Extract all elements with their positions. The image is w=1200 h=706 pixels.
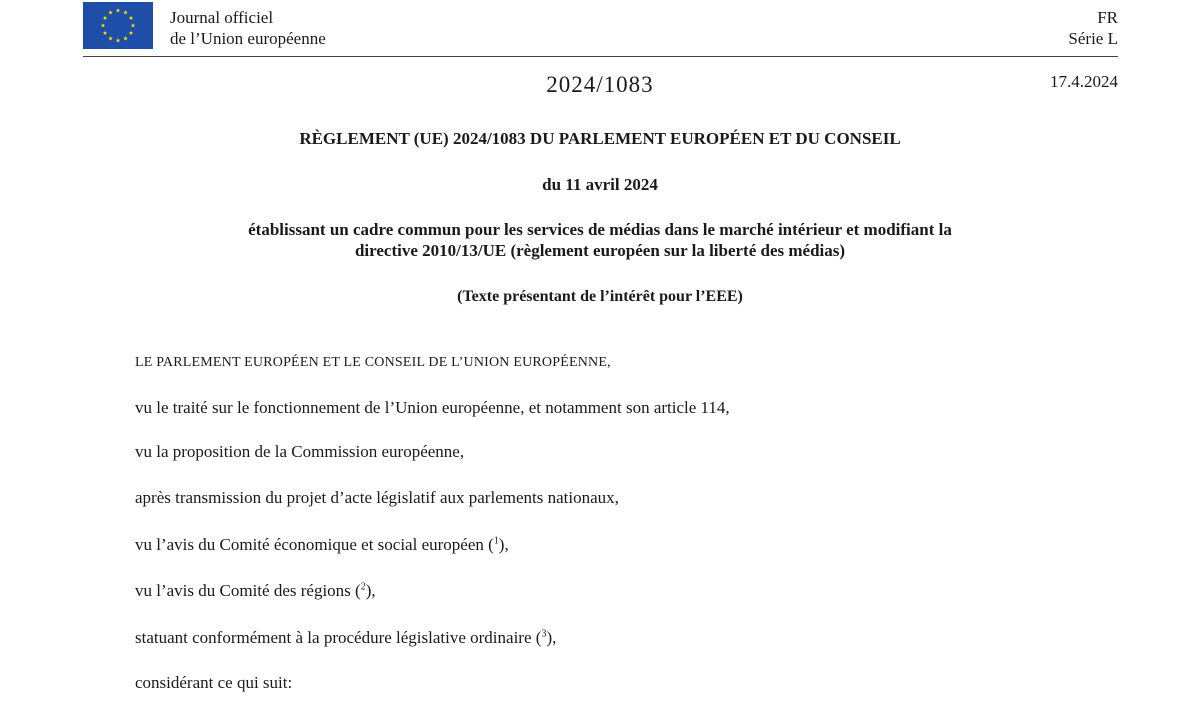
series-label: Série L	[1068, 29, 1118, 48]
citation-eesc-text: vu l’avis du Comité économique et social européen	[135, 535, 484, 554]
preamble-heading: LE PARLEMENT EUROPÉEN ET LE CONSEIL DE L’UNION EUROPÉENNE,	[135, 355, 611, 370]
subject-line2: directive 2010/13/UE (règlement européen sur la liberté des médias)	[354, 241, 846, 260]
citation-cor-text: vu l’avis du Comité des régions	[135, 581, 351, 600]
language-series	[1068, 7, 1118, 49]
citation-procedure: statuant conformément à la procédure législative ordinaire ($^3$),	[135, 628, 557, 647]
citation-eesc: vu l’avis du Comité économique et social européen ($^1$),	[135, 535, 509, 554]
regulation-title: RÈGLEMENT (UE) 2024/1083 DU PARLEMENT EUROPÉEN ET DU CONSEIL	[299, 129, 901, 148]
citation-treaty: vu le traité sur le fonctionnement de l’Union européenne, et notamment son article 114,	[135, 398, 730, 417]
citation-transmission: après transmission du projet d’acte législatif aux parlements nationaux,	[135, 488, 619, 507]
citation-proposal: vu la proposition de la Commission européenne,	[135, 442, 465, 461]
footnote-ref-2[interactable]: 2	[360, 581, 366, 593]
citation-cor: vu l’avis du Comité des régions ($^2$),	[135, 581, 376, 600]
regulation-subject	[150, 219, 1050, 261]
subject-line1: établissant un cadre commun pour les services de médias dans le marché intérieur et modifiant la	[248, 220, 952, 239]
journal-title	[170, 7, 326, 49]
journal-title-line2: de l’Union européenne	[170, 29, 326, 48]
eu-flag-icon	[83, 2, 153, 49]
journal-header	[83, 2, 1118, 52]
publication-date: 17.4.2024	[1050, 72, 1118, 91]
footnote-ref-1[interactable]: 1	[493, 535, 499, 547]
header-divider	[83, 56, 1118, 57]
footnote-ref-3[interactable]: 3	[541, 628, 547, 640]
citation-procedure-text: statuant conformément à la procédure législative ordinaire	[135, 628, 532, 647]
adoption-date: du 11 avril 2024	[542, 175, 658, 194]
considering-intro: considérant ce qui suit:	[135, 673, 293, 692]
eea-relevance-note: (Texte présentant de l’intérêt pour l’EEE)	[457, 288, 743, 305]
journal-title-line1: Journal officiel	[170, 8, 274, 27]
language-code: FR	[1097, 8, 1118, 27]
document-number: 2024/1083	[546, 72, 654, 97]
